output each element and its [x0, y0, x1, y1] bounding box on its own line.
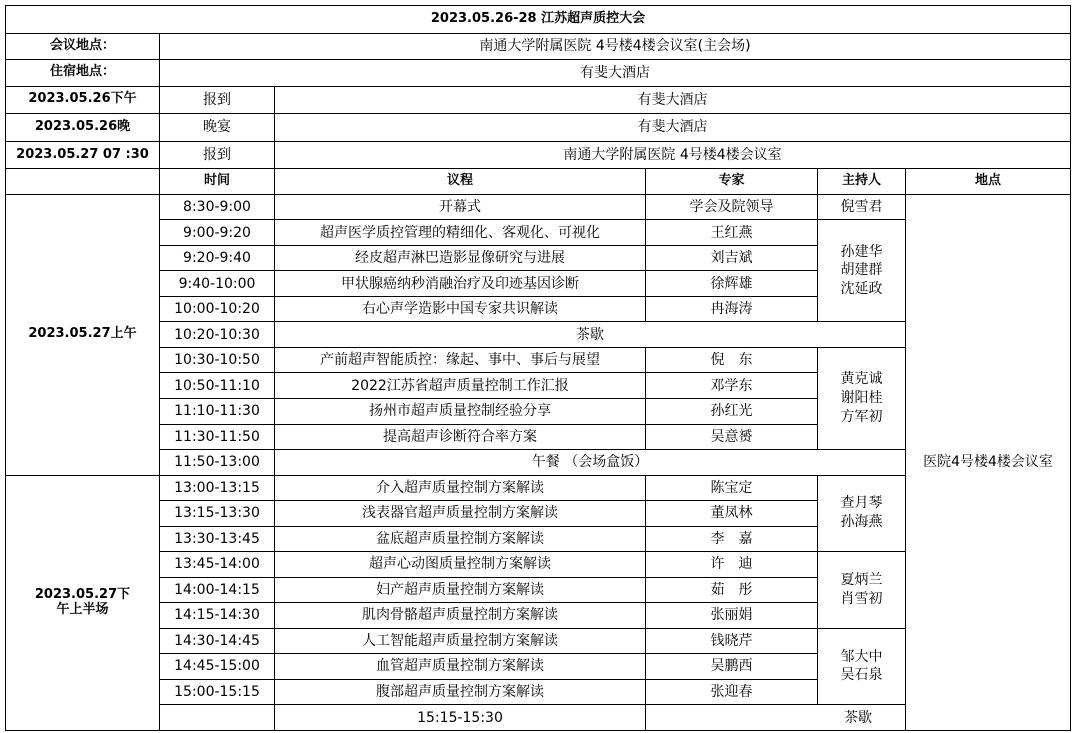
slot-agenda: 超声心动图质量控制方案解读 [275, 552, 646, 578]
slot-time: 9:40-10:00 [160, 271, 275, 297]
lunch-label: 午餐 （会场盒饭） [275, 450, 906, 476]
slot-agenda: 产前超声智能质控：缘起、事中、事后与展望 [275, 347, 646, 373]
session-afternoon-label: 2023.05.27下午上半场 [6, 475, 160, 730]
slot-time: 11:10-11:30 [160, 398, 275, 424]
pre-row-date: 2023.05.26下午 [6, 86, 160, 114]
slot-time: 13:30-13:45 [160, 526, 275, 552]
slot-agenda: 血管超声质量控制方案解读 [275, 654, 646, 680]
pre-row-event: 晚宴 [160, 114, 275, 142]
pre-row-date: 2023.05.26晚 [6, 114, 160, 142]
slot-expert: 学会及院领导 [646, 194, 818, 220]
pre-row-date: 2023.05.27 07 :30 [6, 141, 160, 169]
pre-row-place: 有斐大酒店 [275, 86, 1071, 114]
slot-expert: 钱晓芹 [646, 628, 818, 654]
header-blank [6, 169, 160, 195]
slot-time: 14:30-14:45 [160, 628, 275, 654]
slot-time: 11:50-13:00 [160, 450, 275, 476]
slot-expert: 吴意赟 [646, 424, 818, 450]
host-group: 孙建华胡建群沈延政 [818, 220, 906, 322]
slot-expert: 茹 彤 [646, 577, 818, 603]
pre-row-event: 报到 [160, 86, 275, 114]
slot-expert: 许 迪 [646, 552, 818, 578]
slot-agenda: 2022江苏省超声质量控制工作汇报 [275, 373, 646, 399]
slot-agenda: 介入超声质量控制方案解读 [275, 475, 646, 501]
slot-expert: 吴鹏西 [646, 654, 818, 680]
host-group: 邹大中吴石泉 [818, 628, 906, 705]
slot-agenda: 提高超声诊断符合率方案 [275, 424, 646, 450]
slot-agenda: 超声医学质控管理的精细化、客观化、可视化 [275, 220, 646, 246]
slot-time: 15:00-15:15 [160, 679, 275, 705]
host-group: 查月琴孙海燕 [818, 475, 906, 552]
slot-agenda: 腹部超声质量控制方案解读 [275, 679, 646, 705]
host-group: 黄克诚谢阳桂方军初 [818, 347, 906, 449]
slot-expert: 王红燕 [646, 220, 818, 246]
slot-time: 13:45-14:00 [160, 552, 275, 578]
slot-expert: 陈宝定 [646, 475, 818, 501]
slot-time: 8:30-9:00 [160, 194, 275, 220]
break-label: 茶歇 [275, 322, 906, 348]
slot-agenda: 经皮超声淋巴造影显像研究与进展 [275, 245, 646, 271]
pre-row-place: 南通大学附属医院 4号楼4楼会议室 [275, 141, 1071, 169]
slot-time: 10:50-11:10 [160, 373, 275, 399]
slot-time: 14:15-14:30 [160, 603, 275, 629]
slot-agenda: 右心声学造影中国专家共识解读 [275, 296, 646, 322]
conference-schedule-table [5, 5, 1071, 731]
slot-expert: 邓学东 [646, 373, 818, 399]
pre-row-place: 有斐大酒店 [275, 114, 1071, 142]
header-location: 地点 [906, 169, 1071, 195]
slot-time: 13:00-13:15 [160, 475, 275, 501]
slot-time: 11:30-11:50 [160, 424, 275, 450]
slot-time: 10:00-10:20 [160, 296, 275, 322]
host-group: 倪雪君 [818, 194, 906, 220]
slot-time: 10:20-10:30 [160, 322, 275, 348]
lodging-value: 有斐大酒店 [160, 60, 1071, 87]
slot-expert: 董凤林 [646, 501, 818, 527]
location-value: 医院4号楼4楼会议室 [906, 194, 1071, 730]
pre-row-event: 报到 [160, 141, 275, 169]
header-host: 主持人 [818, 169, 906, 195]
slot-agenda: 肌肉骨骼超声质量控制方案解读 [275, 603, 646, 629]
break-label: 茶歇 [646, 705, 1071, 731]
slot-time: 13:15-13:30 [160, 501, 275, 527]
slot-time: 14:45-15:00 [160, 654, 275, 680]
slot-expert: 刘吉斌 [646, 245, 818, 271]
slot-agenda: 妇产超声质量控制方案解读 [275, 577, 646, 603]
slot-time: 14:00-14:15 [160, 577, 275, 603]
slot-time: 9:00-9:20 [160, 220, 275, 246]
slot-expert: 徐辉雄 [646, 271, 818, 297]
slot-agenda: 扬州市超声质量控制经验分享 [275, 398, 646, 424]
slot-expert: 李 嘉 [646, 526, 818, 552]
venue-value: 南通大学附属医院 4号楼4楼会议室(主会场) [160, 33, 1071, 60]
slot-expert: 孙红光 [646, 398, 818, 424]
slot-agenda: 盆底超声质量控制方案解读 [275, 526, 646, 552]
header-agenda: 议程 [275, 169, 646, 195]
slot-expert: 冉海涛 [646, 296, 818, 322]
slot-agenda: 甲状腺癌纳秒消融治疗及印迹基因诊断 [275, 271, 646, 297]
slot-expert: 倪 东 [646, 347, 818, 373]
slot-agenda: 浅表器官超声质量控制方案解读 [275, 501, 646, 527]
header-time: 时间 [160, 169, 275, 195]
blank-cell [160, 705, 275, 731]
slot-time: 10:30-10:50 [160, 347, 275, 373]
slot-expert: 张迎春 [646, 679, 818, 705]
lodging-label: 住宿地点： [6, 60, 160, 87]
schedule-title: 2023.05.26-28 江苏超声质控大会 [6, 6, 1071, 34]
venue-label: 会议地点： [6, 33, 160, 60]
slot-agenda: 开幕式 [275, 194, 646, 220]
slot-time: 9:20-9:40 [160, 245, 275, 271]
slot-expert: 张丽娟 [646, 603, 818, 629]
host-group: 夏炳兰肖雪初 [818, 552, 906, 629]
slot-time: 15:15-15:30 [275, 705, 646, 731]
session-morning-label: 2023.05.27上午 [6, 194, 160, 475]
slot-agenda: 人工智能超声质量控制方案解读 [275, 628, 646, 654]
header-expert: 专家 [646, 169, 818, 195]
